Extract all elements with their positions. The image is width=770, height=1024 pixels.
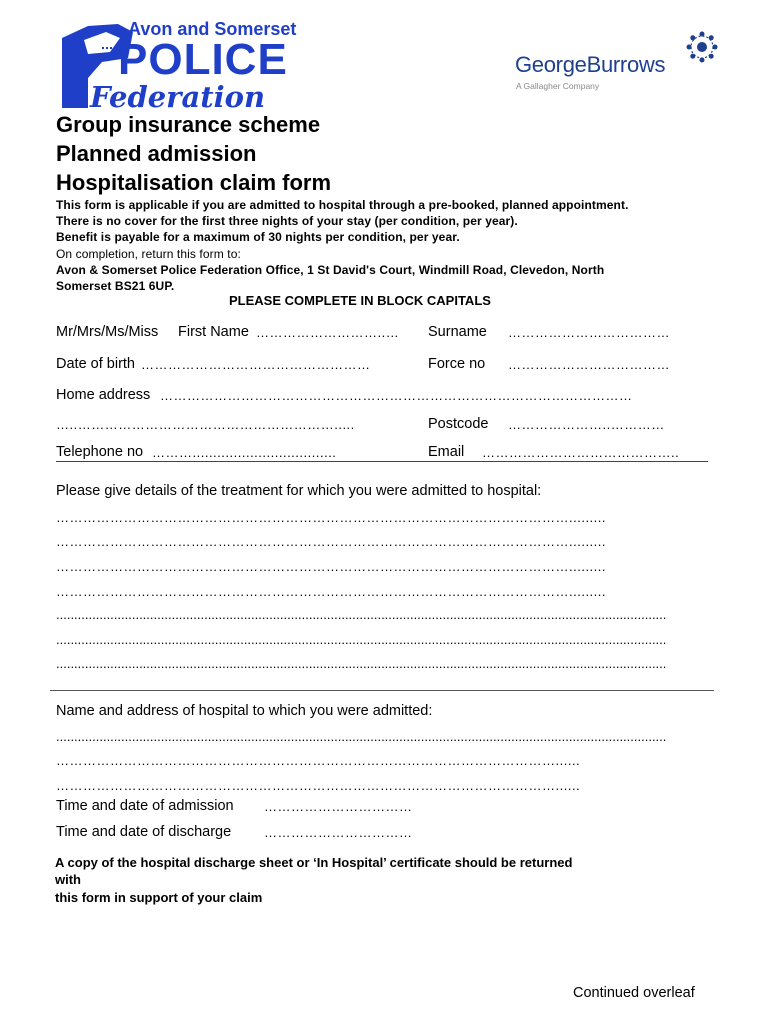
gb-subtitle: A Gallagher Company: [516, 81, 600, 91]
logo-line-2: POLICE: [118, 35, 288, 84]
discharge-label: Time and date of discharge: [56, 824, 232, 840]
dob-label: Date of birth: [56, 356, 135, 372]
george-burrows-logo: [515, 30, 715, 94]
treatment-line-2[interactable]: …………………………………………………………………………………………………….........: [56, 534, 607, 549]
telephone-label: Telephone no: [56, 444, 144, 460]
title-label: Mr/Mrs/Ms/Miss: [56, 324, 159, 340]
home-address-field[interactable]: ……………………………………………………………………………………………: [160, 388, 633, 403]
treatment-line-5[interactable]: .........................................................................................................................................................................: [56, 607, 667, 622]
home-address-field-2[interactable]: …..………………………………………………….....: [56, 417, 355, 432]
hospital-line-1[interactable]: .........................................................................................................................................................................: [56, 729, 667, 744]
admission-field[interactable]: ……………………………: [264, 799, 413, 814]
dob-field[interactable]: ……………………………………………: [141, 357, 371, 372]
gb-name: GeorgeBurrows: [515, 52, 666, 77]
block-capitals-note: PLEASE COMPLETE IN BLOCK CAPITALS: [229, 293, 491, 308]
continued-overleaf: Continued overleaf: [573, 985, 695, 1001]
return-label: On completion, return this form to:: [56, 247, 241, 261]
email-label: Email: [428, 444, 465, 460]
discharge-note-line-2: with: [55, 872, 81, 887]
address-line-1: Avon & Somerset Police Federation Office, 1 St David's Court, Windmill Road, Clevedon, North: [56, 263, 605, 277]
first-name-label: First Name: [178, 324, 249, 340]
force-no-field[interactable]: ………………………………: [508, 357, 670, 372]
treatment-label: Please give details of the treatment for which you were admitted to hospital:: [56, 483, 542, 499]
discharge-note-line-3: this form in support of your claim: [55, 890, 263, 905]
hospital-label: Name and address of hospital to which you were admitted:: [56, 703, 433, 719]
discharge-note-line-1: A copy of the hospital discharge sheet or ‘In Hospital’ certificate should be returned: [55, 855, 573, 870]
admission-label: Time and date of admission: [56, 798, 234, 814]
intro-line-1: This form is applicable if you are admitted to hospital through a pre-booked, planned appointment.: [56, 198, 629, 212]
treatment-line-1[interactable]: …………………………………………………………………………………………………….........: [56, 510, 607, 525]
home-address-label: Home address: [56, 387, 151, 403]
force-no-label: Force no: [428, 356, 486, 372]
title-line-2: Planned admission: [56, 141, 257, 166]
treatment-line-6[interactable]: .........................................................................................................................................................................: [56, 632, 667, 647]
intro-line-3: Benefit is payable for a maximum of 30 nights per condition, per year.: [56, 230, 460, 244]
intro-line-2: There is no cover for the first three nights of your stay (per condition, per year).: [56, 214, 518, 228]
postcode-field[interactable]: …………………..…………: [508, 417, 665, 432]
treatment-line-4[interactable]: …………………………………………………………………………………………………….........: [56, 584, 607, 599]
police-federation-logo: [58, 18, 316, 112]
email-field[interactable]: ……………………………………..: [482, 445, 680, 460]
discharge-field[interactable]: ……………………………: [264, 825, 413, 840]
hospital-line-3[interactable]: …………………………………………………………………………………………………......: [56, 778, 581, 793]
address-line-2: Somerset BS21 6UP.: [56, 279, 175, 293]
postcode-label: Postcode: [428, 416, 489, 432]
surname-field[interactable]: ………………………………: [508, 325, 670, 340]
logo-line-1: Avon and Somerset: [128, 19, 297, 39]
hospital-line-2[interactable]: …………………………………………………………………………………………………......: [56, 753, 581, 768]
telephone-rule: [56, 461, 708, 462]
treatment-line-7[interactable]: .........................................................................................................................................................................: [56, 656, 667, 671]
first-name-field[interactable]: ………………………..…: [256, 325, 400, 340]
treatment-line-3[interactable]: …………………………………………………………………………………………………….........: [56, 559, 607, 574]
surname-label: Surname: [428, 324, 487, 340]
star-icon: [685, 30, 719, 64]
logo-line-3: Federation: [90, 80, 266, 112]
title-line-3: Hospitalisation claim form: [56, 170, 332, 195]
telephone-field[interactable]: ………...................................: [152, 445, 337, 460]
title-line-1: Group insurance scheme: [56, 112, 321, 137]
section-divider: [50, 690, 714, 691]
